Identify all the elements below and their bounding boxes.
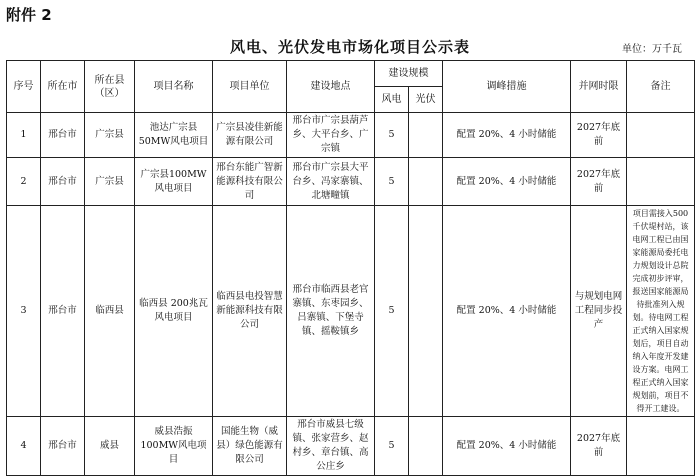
- cell-city: 邢台市: [41, 158, 85, 206]
- cell-project-unit: 临西县电投智慧新能源科技有限公司: [213, 206, 287, 417]
- cell-wind: 5: [375, 113, 409, 158]
- cell-project-unit: 邢台东能广智新能源科技有限公司: [213, 158, 287, 206]
- header-seq: 序号: [7, 61, 41, 113]
- cell-county: 威县: [85, 417, 135, 476]
- cell-city: 邢台市: [41, 206, 85, 417]
- cell-solar: [409, 417, 443, 476]
- document-title: 风电、光伏发电市场化项目公示表: [229, 38, 470, 56]
- cell-grid-time: 2027年底前: [571, 417, 627, 476]
- header-remarks: 备注: [627, 61, 695, 113]
- cell-project-name: 威县浩振100MW风电项目: [135, 417, 213, 476]
- cell-seq: 2: [7, 158, 41, 206]
- cell-wind: 5: [375, 417, 409, 476]
- cell-remarks: [627, 113, 695, 158]
- cell-project-name: 池达广宗县50MW风电项目: [135, 113, 213, 158]
- cell-remarks: 项目需接入500千伏堤村站，该电网工程已由国家能源局委托电力规划设计总院完成初步评审，报送国家能源局待批准列入规划。待电网工程正式纳入国家规划后，项目自动纳入年度开发建设方案。电网工程正式纳入国家规划前，项目不得开工建设。: [627, 206, 695, 417]
- cell-remarks: [627, 417, 695, 476]
- header-project-unit: 项目单位: [213, 61, 287, 113]
- cell-location: 邢台市广宗县葫芦乡、大平台乡、广宗镇: [287, 113, 375, 158]
- cell-seq: 4: [7, 417, 41, 476]
- cell-seq: 3: [7, 206, 41, 417]
- cell-peak-measures: 配置 20%、4 小时储能: [443, 158, 571, 206]
- cell-project-unit: 国能生物（威县）绿色能源有限公司: [213, 417, 287, 476]
- cell-wind: 5: [375, 158, 409, 206]
- cell-grid-time: 与规划电网工程同步投产: [571, 206, 627, 417]
- cell-solar: [409, 206, 443, 417]
- cell-peak-measures: 配置 20%、4 小时储能: [443, 417, 571, 476]
- cell-peak-measures: 配置 20%、4 小时储能: [443, 206, 571, 417]
- table-row: [7, 158, 695, 206]
- header-project-name: 项目名称: [135, 61, 213, 113]
- cell-location: 邢台市广宗县大平台乡、冯家寨镇、北塘疃镇: [287, 158, 375, 206]
- cell-grid-time: 2027年底前: [571, 158, 627, 206]
- header-solar: 光伏: [409, 87, 443, 113]
- header-city: 所在市: [41, 61, 85, 113]
- cell-project-name: 临西县 200兆瓦风电项目: [135, 206, 213, 417]
- cell-seq: 1: [7, 113, 41, 158]
- cell-county: 广宗县: [85, 113, 135, 158]
- table-row: [7, 206, 695, 417]
- cell-city: 邢台市: [41, 417, 85, 476]
- header-wind: 风电: [375, 87, 409, 113]
- cell-city: 邢台市: [41, 113, 85, 158]
- header-location: 建设地点: [287, 61, 375, 113]
- header-scale: 建设规模: [375, 61, 443, 87]
- cell-grid-time: 2027年底前: [571, 113, 627, 158]
- cell-county: 临西县: [85, 206, 135, 417]
- cell-project-unit: 广宗县凌佳新能源有限公司: [213, 113, 287, 158]
- cell-county: 广宗县: [85, 158, 135, 206]
- cell-project-name: 广宗县100MW风电项目: [135, 158, 213, 206]
- cell-location: 邢台市临西县老官寨镇、东枣园乡、吕寨镇、下堡寺镇、摇鞍镇乡: [287, 206, 375, 417]
- table-row: [7, 113, 695, 158]
- cell-remarks: [627, 158, 695, 206]
- cell-solar: [409, 158, 443, 206]
- cell-solar: [409, 113, 443, 158]
- attachment-label: 附件 2: [6, 6, 52, 24]
- cell-location: 邢台市威县七级镇、张家营乡、赵村乡、章台镇、高公庄乡: [287, 417, 375, 476]
- cell-peak-measures: 配置 20%、4 小时储能: [443, 113, 571, 158]
- project-table: [6, 60, 695, 476]
- header-county: 所在县（区）: [85, 61, 135, 113]
- table-row: [7, 417, 695, 476]
- cell-wind: 5: [375, 206, 409, 417]
- header-peak-measures: 调峰措施: [443, 61, 571, 113]
- unit-label: 单位：万千瓦: [622, 44, 682, 55]
- header-grid-time: 并网时限: [571, 61, 627, 113]
